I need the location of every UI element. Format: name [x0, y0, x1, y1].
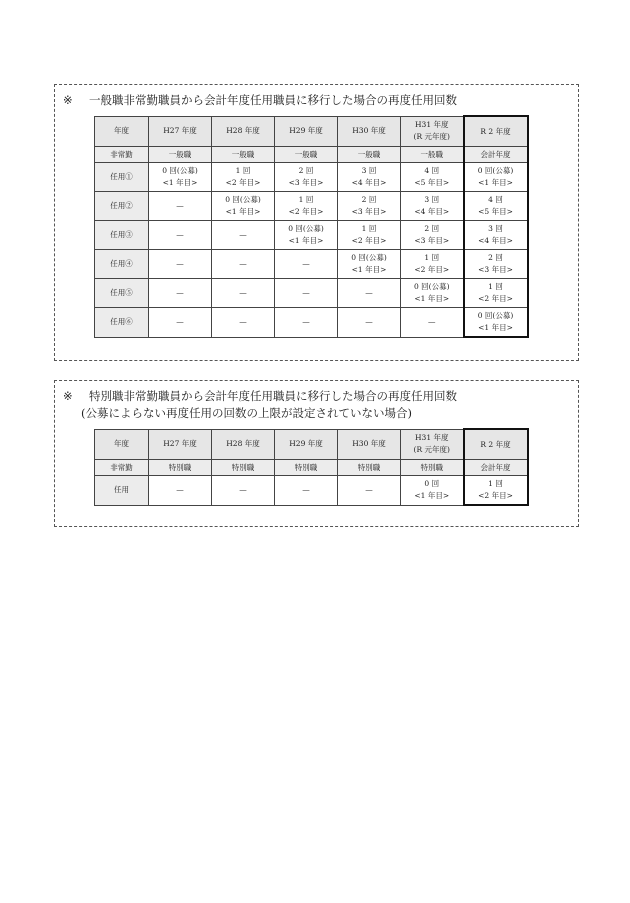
cell-text-line: 任用①: [110, 172, 133, 181]
table-row: [95, 221, 528, 250]
table-cell: [212, 476, 275, 506]
row-header-cell: [95, 279, 149, 308]
table-cell: [149, 460, 212, 476]
cell-text-line: <2 年目>: [478, 294, 513, 303]
row-header-cell: [95, 429, 149, 460]
cell-text-line: —: [239, 259, 247, 268]
cell-text-line: H30 年度: [352, 126, 386, 136]
table-cell: [149, 147, 212, 163]
table-cell: [338, 192, 401, 221]
row-header-cell: [95, 308, 149, 338]
cell-text-line: 特別職: [294, 462, 318, 472]
cell-text-line: 0 回(公募): [162, 166, 198, 175]
cell-text-line: 年度: [114, 439, 129, 449]
table-cell: [212, 279, 275, 308]
table-cell: [401, 192, 464, 221]
table-cell: [212, 250, 275, 279]
cell-text-line: <3 年目>: [414, 236, 450, 245]
highlighted-cell: [464, 221, 528, 250]
cell-text-line: —: [365, 288, 373, 297]
table-cell: [338, 279, 401, 308]
cell-text-line: 一般職: [357, 149, 381, 159]
cell-text-line: <2 年目>: [351, 236, 387, 245]
cell-text-line: H31 年度: [415, 120, 449, 130]
cell-text-line: H27 年度: [163, 439, 197, 449]
row-header-cell: [95, 476, 149, 506]
cell-text-line: —: [176, 201, 184, 210]
table-cell: [401, 476, 464, 506]
cell-text-line: <4 年目>: [351, 178, 387, 187]
section-special-staff: [54, 380, 579, 527]
cell-text-line: <3 年目>: [478, 265, 513, 274]
table-row: [95, 163, 528, 192]
cell-text-line: 0 回(公募): [351, 253, 387, 262]
table-cell: [338, 221, 401, 250]
highlighted-cell: [464, 308, 528, 338]
table-cell: [275, 221, 338, 250]
header-row: [95, 116, 528, 147]
cell-text-line: <5 年目>: [478, 207, 513, 216]
cell-text-line: 会計年度: [480, 462, 511, 472]
table-cell: [212, 460, 275, 476]
cell-text-line: 0 回(公募): [225, 195, 261, 204]
cell-text-line: 特別職: [420, 462, 443, 472]
section-title: 一般職非常勤職員から会計年度任用職員に移行した場合の再度任用回数: [89, 93, 457, 107]
cell-text-line: <2 年目>: [225, 178, 261, 187]
cell-text-line: 非常勤: [110, 462, 133, 472]
cell-text-line: —: [176, 485, 184, 495]
cell-text-line: H29 年度: [289, 126, 323, 136]
highlighted-cell: [464, 250, 528, 279]
cell-text-line: 2 回: [488, 253, 503, 262]
table-cell: [212, 192, 275, 221]
table-cell: [212, 163, 275, 192]
cell-text-line: R 2 年度: [480, 439, 511, 449]
cell-text-line: <5 年目>: [414, 178, 450, 187]
cell-text-line: <1 年目>: [414, 491, 450, 501]
cell-text-line: —: [428, 317, 436, 327]
highlighted-cell: [464, 476, 528, 506]
cell-text-line: R 2 年度: [480, 126, 511, 136]
table-cell: [401, 147, 464, 163]
cell-text-line: 4 回: [488, 195, 503, 204]
table-cell: [401, 308, 464, 338]
table-cell: [212, 147, 275, 163]
table-cell: [401, 250, 464, 279]
cell-text-line: 非常勤: [110, 149, 133, 159]
table-cell: [401, 429, 464, 460]
table-cell: [338, 429, 401, 460]
cell-text-line: <1 年目>: [288, 236, 324, 245]
row-header-cell: [95, 163, 149, 192]
reference-mark: ※: [63, 93, 73, 107]
table-cell: [149, 429, 212, 460]
row-header-cell: [95, 192, 149, 221]
cell-text-line: <4 年目>: [478, 236, 513, 245]
cell-text-line: —: [239, 485, 247, 495]
cell-text-line: (R 元年度): [413, 445, 450, 455]
cell-text-line: H28 年度: [226, 126, 260, 136]
table-cell: [275, 192, 338, 221]
cell-text-line: <1 年目>: [478, 323, 513, 332]
table-cell: [149, 163, 212, 192]
table-cell: [338, 308, 401, 338]
cell-text-line: 任用④: [110, 259, 133, 268]
cell-text-line: <1 年目>: [225, 207, 261, 216]
cell-text-line: H28 年度: [226, 439, 260, 449]
highlighted-cell: [464, 147, 528, 163]
table-cell: [212, 221, 275, 250]
cell-text-line: 0 回(公募): [288, 224, 324, 233]
cell-text-line: H27 年度: [163, 126, 197, 136]
cell-text-line: 任用⑤: [110, 288, 133, 297]
cell-text-line: <2 年目>: [414, 265, 450, 274]
table-cell: [149, 308, 212, 338]
cell-text-line: 0 回(公募): [477, 166, 514, 175]
reappointment-table-special: [94, 428, 529, 506]
table-cell: [149, 221, 212, 250]
cell-text-line: 1 回: [488, 282, 503, 291]
table-cell: [275, 279, 338, 308]
table-cell: [149, 116, 212, 147]
table-cell: [338, 460, 401, 476]
cell-text-line: <2 年目>: [288, 207, 324, 216]
cell-text-line: 年度: [114, 126, 129, 136]
table-cell: [275, 147, 338, 163]
cell-text-line: <2 年目>: [478, 491, 513, 500]
table-cell: [338, 476, 401, 506]
cell-text-line: H29 年度: [289, 439, 323, 449]
row-header-cell: [95, 116, 149, 147]
cell-text-line: 特別職: [168, 462, 192, 472]
cell-text-line: <1 年目>: [414, 294, 450, 303]
table-cell: [149, 476, 212, 506]
table-cell: [275, 250, 338, 279]
table-row: [95, 279, 528, 308]
table-row: [95, 250, 528, 279]
cell-text-line: (R 元年度): [413, 132, 450, 142]
highlighted-cell: [464, 116, 528, 147]
table-row: [95, 308, 528, 338]
cell-text-line: <1 年目>: [162, 178, 198, 187]
section-general-staff: [54, 84, 579, 361]
cell-text-line: 任用: [114, 485, 129, 495]
table-cell: [338, 250, 401, 279]
cell-text-line: 3 回: [488, 224, 503, 233]
cell-text-line: —: [239, 288, 247, 297]
cell-text-line: —: [176, 317, 184, 327]
section-title: 特別職非常勤職員から会計年度任用職員に移行した場合の再度任用回数: [89, 389, 457, 403]
section-heading: [63, 92, 457, 108]
cell-text-line: —: [302, 288, 310, 297]
category-row: [95, 460, 528, 476]
cell-text-line: —: [239, 317, 247, 327]
cell-text-line: 1 回: [235, 166, 251, 175]
cell-text-line: —: [239, 230, 247, 239]
cell-text-line: 一般職: [420, 149, 443, 159]
cell-text-line: 0 回: [424, 479, 440, 489]
section-heading: [63, 388, 457, 404]
cell-text-line: 3 回: [361, 166, 377, 175]
highlighted-cell: [464, 279, 528, 308]
highlighted-cell: [464, 192, 528, 221]
reference-mark: ※: [63, 389, 73, 403]
cell-text-line: —: [176, 259, 184, 268]
table-cell: [338, 163, 401, 192]
cell-text-line: 特別職: [357, 462, 381, 472]
category-row: [95, 147, 528, 163]
table-row: [95, 192, 528, 221]
cell-text-line: 特別職: [231, 462, 255, 472]
table-cell: [338, 147, 401, 163]
table-cell: [275, 429, 338, 460]
cell-text-line: —: [302, 259, 310, 268]
row-header-cell: [95, 221, 149, 250]
table-cell: [149, 250, 212, 279]
cell-text-line: 1 回: [488, 479, 503, 488]
row-header-cell: [95, 147, 149, 163]
highlighted-cell: [464, 460, 528, 476]
row-header-cell: [95, 460, 149, 476]
cell-text-line: <3 年目>: [351, 207, 387, 216]
cell-text-line: 1 回: [298, 195, 314, 204]
table-cell: [401, 163, 464, 192]
table-cell: [212, 308, 275, 338]
cell-text-line: <4 年目>: [414, 207, 450, 216]
cell-text-line: —: [365, 485, 373, 495]
cell-text-line: 2 回: [424, 224, 440, 233]
cell-text-line: —: [302, 317, 310, 327]
cell-text-line: 任用②: [110, 201, 133, 210]
table-cell: [401, 221, 464, 250]
cell-text-line: 0 回(公募): [477, 311, 514, 320]
header-row: [95, 429, 528, 460]
cell-text-line: <3 年目>: [288, 178, 324, 187]
cell-text-line: 会計年度: [480, 149, 511, 159]
cell-text-line: 3 回: [424, 195, 440, 204]
table-cell: [275, 116, 338, 147]
table-cell: [338, 116, 401, 147]
cell-text-line: 一般職: [294, 149, 318, 159]
cell-text-line: —: [302, 485, 310, 495]
table-cell: [275, 476, 338, 506]
cell-text-line: 任用③: [110, 230, 133, 239]
cell-text-line: H30 年度: [352, 439, 386, 449]
cell-text-line: 一般職: [168, 149, 192, 159]
table-cell: [212, 116, 275, 147]
cell-text-line: 0 回(公募): [413, 282, 450, 291]
table-cell: [401, 279, 464, 308]
cell-text-line: 一般職: [231, 149, 255, 159]
cell-text-line: H31 年度: [415, 433, 449, 443]
table-cell: [401, 116, 464, 147]
reappointment-table-general: [94, 115, 529, 338]
table-cell: [401, 460, 464, 476]
cell-text-line: 1 回: [424, 253, 440, 262]
cell-text-line: 任用⑥: [110, 317, 133, 327]
row-header-cell: [95, 250, 149, 279]
table-cell: [212, 429, 275, 460]
cell-text-line: 4 回: [424, 166, 440, 175]
table-row: [95, 476, 528, 506]
cell-text-line: 2 回: [361, 195, 377, 204]
table-cell: [149, 279, 212, 308]
cell-text-line: —: [176, 230, 184, 239]
cell-text-line: <1 年目>: [351, 265, 387, 274]
highlighted-cell: [464, 429, 528, 460]
cell-text-line: <1 年目>: [478, 178, 513, 187]
table-cell: [275, 460, 338, 476]
table-cell: [275, 308, 338, 338]
table-cell: [275, 163, 338, 192]
cell-text-line: 1 回: [361, 224, 377, 233]
section-subtitle: (公募によらない再度任用の回数の上限が設定されていない場合): [81, 406, 412, 420]
table-cell: [149, 192, 212, 221]
cell-text-line: —: [365, 317, 373, 327]
highlighted-cell: [464, 163, 528, 192]
cell-text-line: 2 回: [298, 166, 314, 175]
cell-text-line: —: [176, 288, 184, 297]
